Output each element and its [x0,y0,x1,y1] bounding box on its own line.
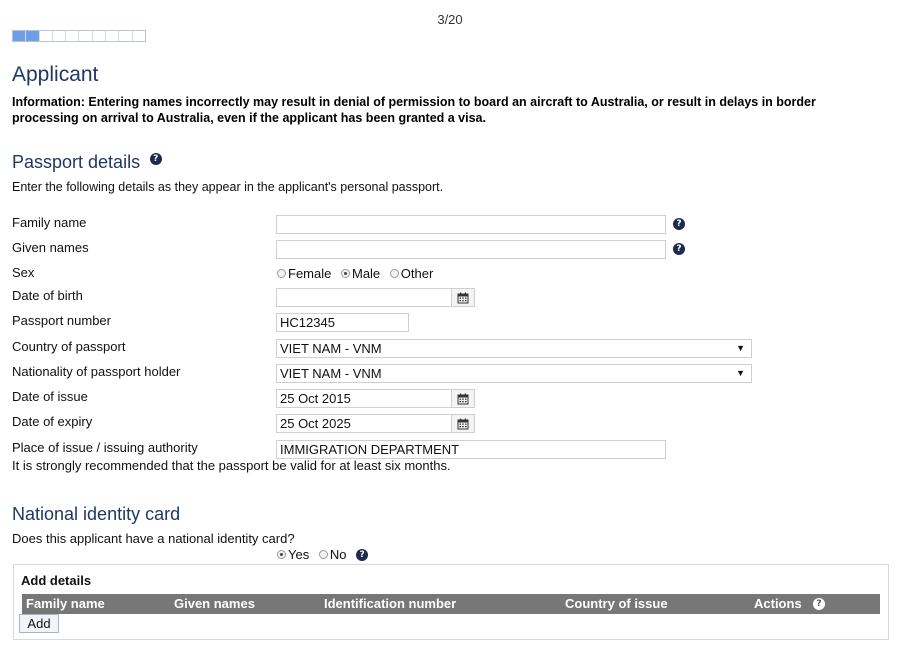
help-icon[interactable]: ? [813,598,825,610]
help-icon[interactable]: ? [673,218,685,230]
given-names-input[interactable] [276,240,666,259]
expiry-date-label: Date of expiry [12,414,93,429]
passport-number-input[interactable] [276,313,409,332]
progress-bar [12,30,146,42]
info-text: Information: Entering names incorrectly may result in denial of permission to board an aircraft to Australia, or result in delays in border processing on arrival to Australia, even if the applicant has been granted a visa. [12,95,816,125]
add-button[interactable]: Add [19,614,59,633]
sex-label: Sex [12,265,35,280]
validity-note: It is strongly recommended that the passport be valid for at least six months. [12,458,451,473]
nationality-label: Nationality of passport holder [12,364,181,379]
progress-text: 3/20 [437,12,463,27]
family-name-input[interactable] [276,215,666,234]
nic-question: Does this applicant have a national identity card? [12,531,295,546]
calendar-icon[interactable] [451,389,475,408]
sex-radio-group [277,265,439,281]
country-label: Country of passport [12,339,126,354]
nic-radio-no[interactable] [319,550,328,559]
sex-radio-male[interactable] [341,269,350,278]
place-of-issue-input[interactable] [276,440,666,459]
calendar-icon[interactable] [451,288,475,307]
column-header: Actions [754,596,802,611]
expiry-date-input[interactable] [276,414,452,433]
given-names-label: Given names [12,240,89,255]
issue-date-label: Date of issue [12,389,88,404]
sex-radio-other[interactable] [390,269,399,278]
column-header: Country of issue [565,596,668,611]
country-select-value: VIET NAM - VNM [280,341,382,356]
sex-radio-female[interactable] [277,269,286,278]
help-icon[interactable]: ? [356,549,368,561]
nationality-select[interactable] [276,364,752,383]
nic-radio-group [277,546,368,562]
sex-option-label: Female [288,266,332,282]
nic-table-header [22,594,880,614]
nic-yes-label: Yes [288,547,310,563]
column-header: Identification number [324,596,457,611]
passport-number-label: Passport number [12,313,111,328]
passport-heading: Passport details [12,152,141,172]
column-header: Family name [26,596,105,611]
place-of-issue-label: Place of issue / issuing authority [12,440,198,455]
nationality-select-value: VIET NAM - VNM [280,366,382,381]
calendar-icon[interactable] [451,414,475,433]
passport-intro: Enter the following details as they appear in the applicant's personal passport. [12,180,444,194]
sex-option-label: Male [351,266,381,282]
column-header: Given names [174,596,255,611]
dropdown-arrow-icon: ▼ [736,368,745,378]
add-details-title: Add details [21,573,92,588]
passport-heading-row [12,152,162,173]
dropdown-arrow-icon: ▼ [736,343,745,353]
country-select[interactable] [276,339,752,358]
issue-date-input[interactable] [276,389,452,408]
nic-no-label: No [329,547,347,563]
dob-label: Date of birth [12,288,83,303]
sex-option-label: Other [400,266,434,282]
nic-radio-yes[interactable] [277,550,286,559]
page-title: Applicant [12,63,99,86]
nic-heading: National identity card [12,504,181,524]
family-name-label: Family name [12,215,87,230]
help-icon[interactable]: ? [150,153,162,165]
help-icon[interactable]: ? [673,243,685,255]
dob-input[interactable] [276,288,452,307]
